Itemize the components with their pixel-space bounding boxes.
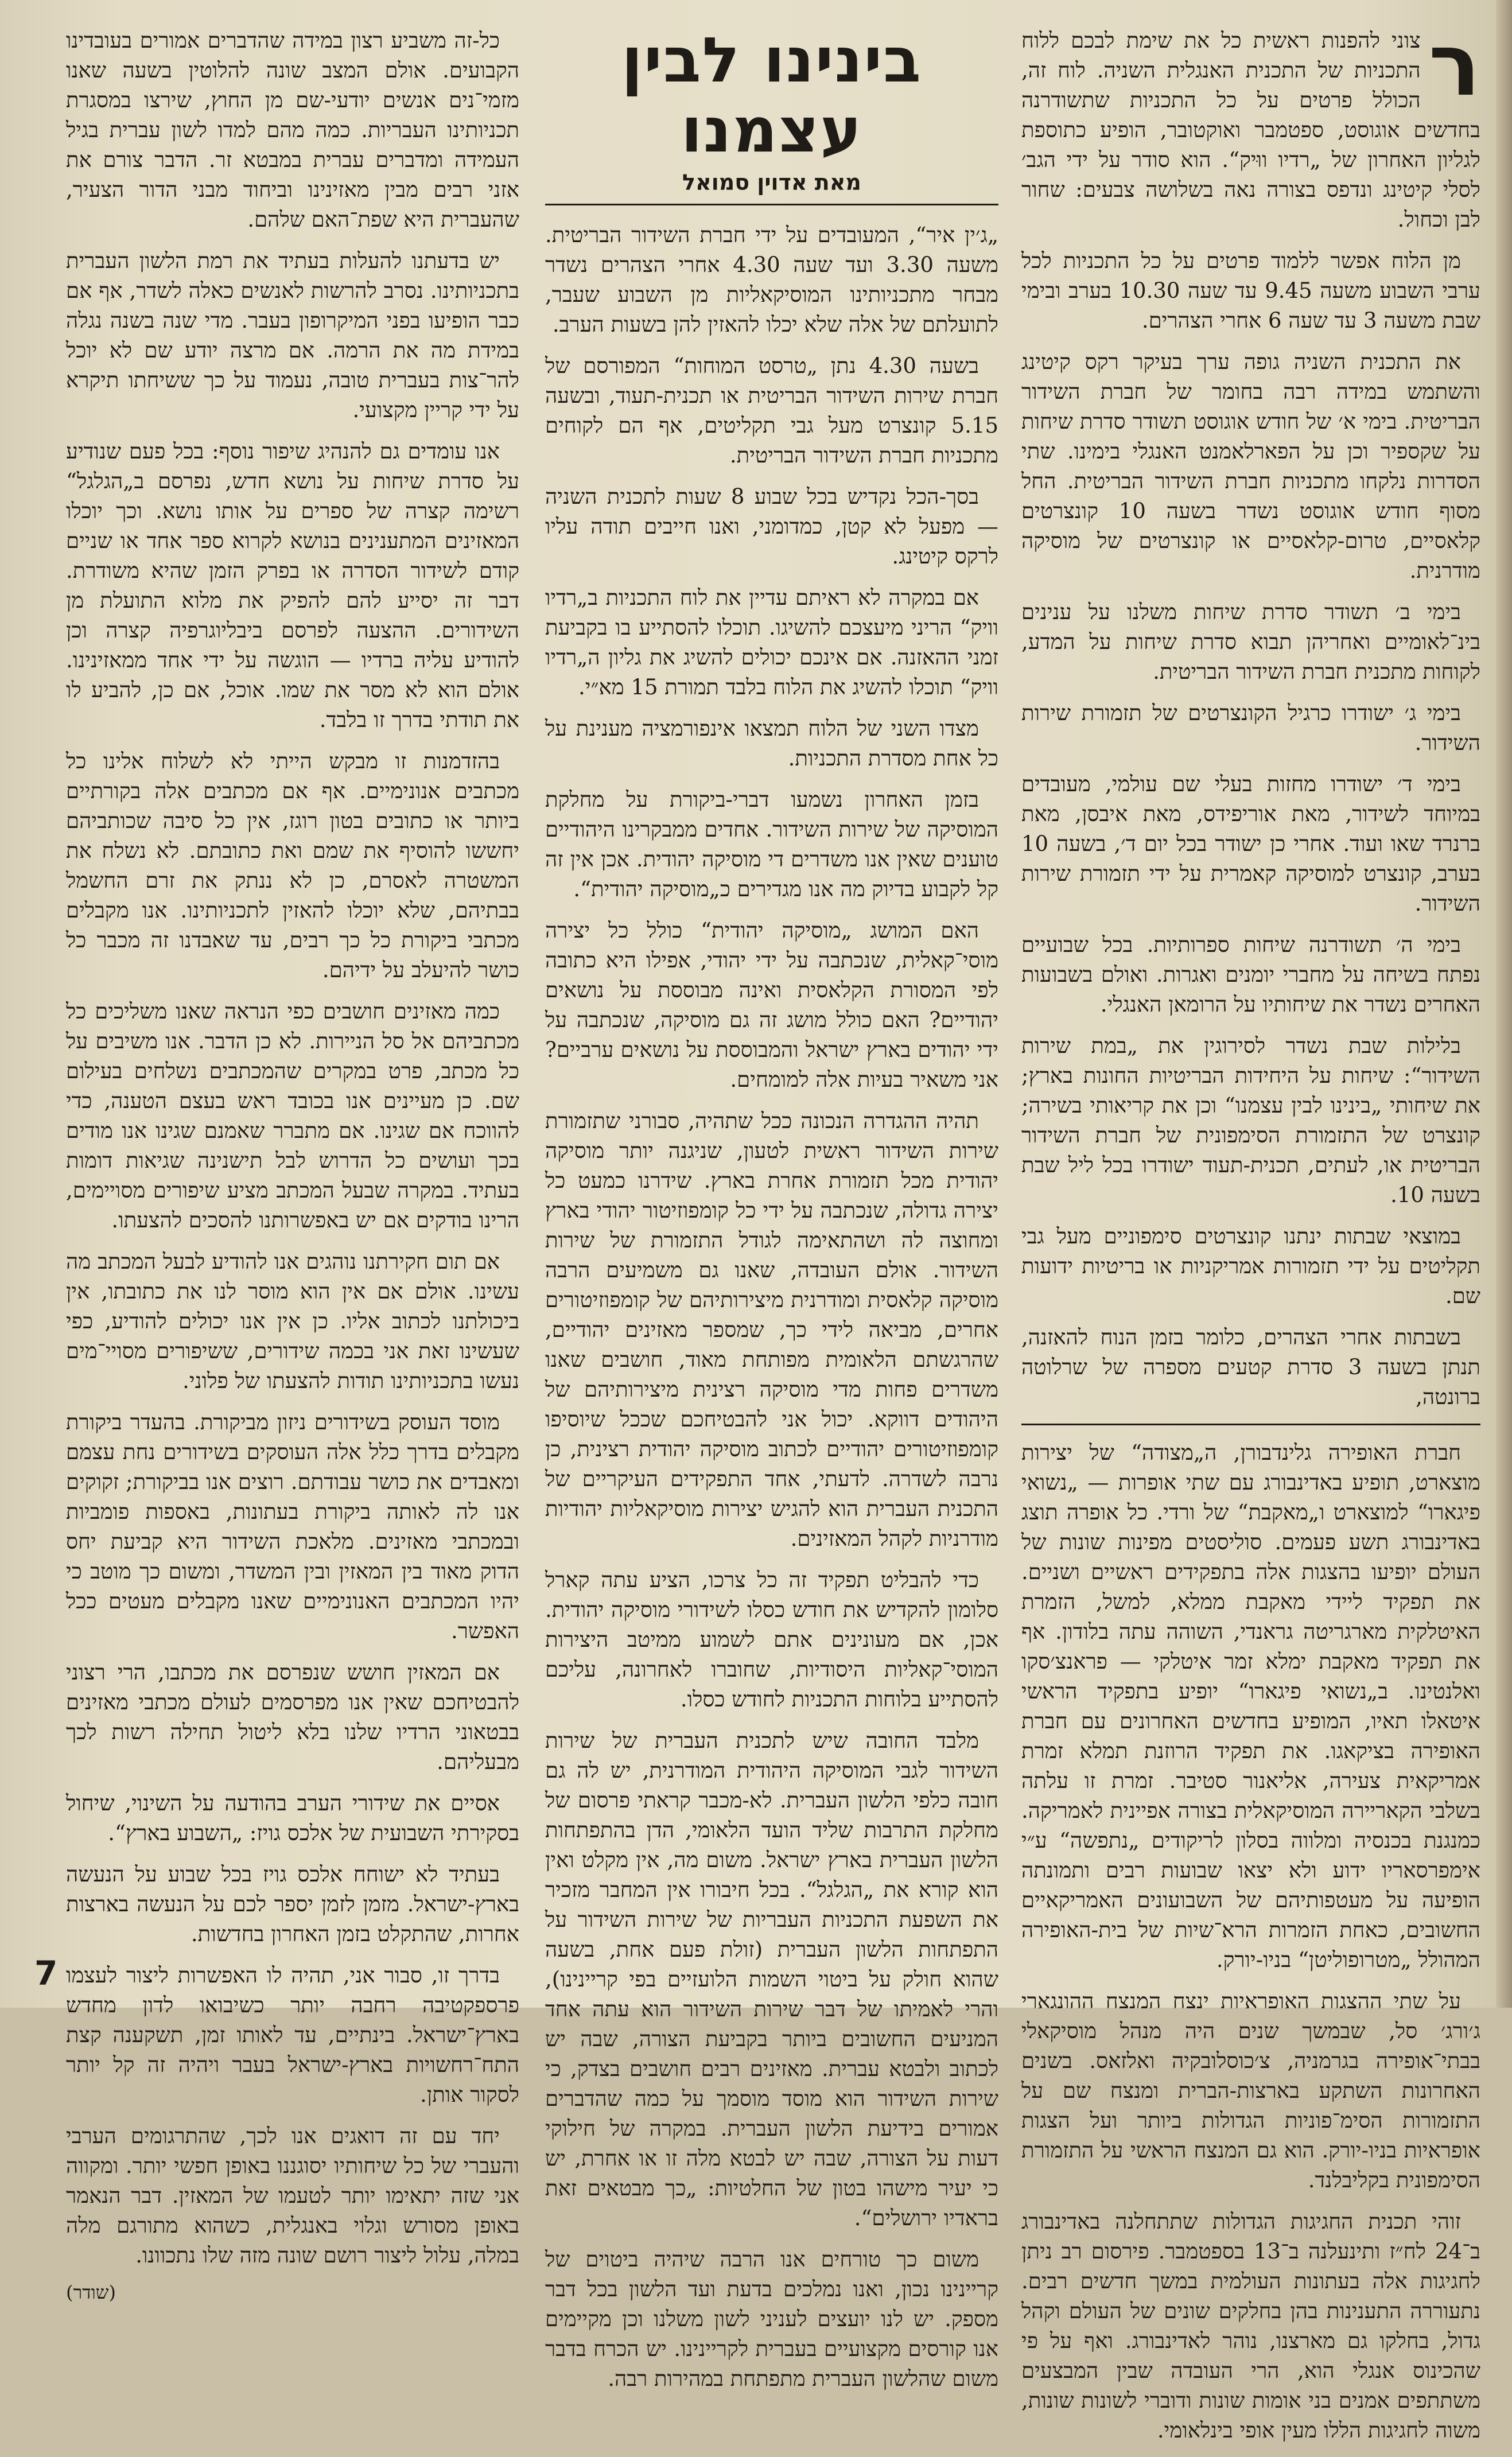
paragraph: בשבתות אחרי הצהרים, כלומר בזמן הנוח להאזנה, תנתן בשעה 3 סדרת קטעים מספרה של שרלוטה ברונטה,: [1021, 1325, 1480, 1409]
radio-programs-section: [1021, 15, 1480, 1412]
paragraph: מצדו השני של הלוח תמצאו אינפורמציה מענינת על כל אחת מסדרת התכניות.: [545, 716, 998, 771]
paragraph: כל-זה משביע רצון במידה שהדברים אמורים בעובדינו הקבועים. אולם המצב שונה להלוטין בשעה שאנו מזמי־נים אנשים יודעי-שם מן החוץ, שירצו במסגרת תכניותינו העבריות. כמה מהם למדו לשון עברית בגיל העמידה ומדברים עברית במבטא זר. הדבר צורם את אזני רבים מבין מאזינינו וביחוד מבני הדור הצעיר, שהעברית היא שפת־האם שלהם.: [66, 28, 519, 232]
paragraph: משום כך טורחים אנו הרבה שיהיה ביטוים של קריינינו נכון, ואנו נמלכים בדעת ועד הלשון בכל דבר מספק. יש לנו יועצים לעניני לשון משלנו וכן מקיימים אנו קורסים מקצועיים בעברית לקריינינו. יש הכרח בדבר משום שהלשון העברית מתפתחת במהירות רבה.: [545, 2247, 998, 2391]
paragraph: אסיים את שידורי הערב בהודעה על השינוי, שיחול בסקירתי השבועית של אלכס גויז: „השבוע בארץ“.: [66, 1791, 519, 1845]
article-body: [545, 220, 998, 2394]
paragraph: יחד עם זה דואגים אנו לכך, שהתרגומים הערבי והעברי של כל שיחותיו יסוגננו באופן חפשי יותר. ומקווה אני שזה יתאימו יותר לטעמו של המאזין. דבר הנאמר באופן מסורש וגלוי באנגלית, כשהוא מתורגם מלה במלה, עלול ליצור רושם שונה מזה שלו נתכוונו.: [66, 2124, 519, 2268]
paragraph: כמה מאזינים חושבים כפי הנראה שאנו משליכים כל מכתביהם אל סל הניירות. לא כן הדבר. אנו משיבים על כל מכתב, פרט במקרים שהמכתבים נשלחים בעילום שם. כן מעיינים אנו בכובד ראש בעצם הטענה, כדי להווכח אם שגינו. אם מתברר שאמנם שגינו אנו מודים בכך ועושים כל הדרוש לבל תישנינה שגיאות דומות בעתיד. במקרה שבעל המכתב מציע שיפורים מסויימים, הרינו בודקים אם יש באפשרותנו להסכים להצעתו.: [66, 999, 519, 1233]
paragraph: כדי להבליט תפקיד זה כל צרכו, הציע עתה קארל סלומון להקדיש את חודש כסלו לשידורי מוסיקה יהודית. אכן, אם מעונינים אתם לשמוע ממיטב היצירות המוסי־קאליות היסודיות, שחוברו לאחרונה, עליכם להסתייע בלוחות התכניות לחודש כסלו.: [545, 1568, 998, 1712]
left-column: [66, 26, 519, 2307]
article-title: בינינו לבין עצמנו: [621, 25, 923, 166]
section-divider: [1021, 1424, 1480, 1425]
broadcast-signature: (שודר): [66, 2281, 116, 2303]
paragraph: בדרך זו, סבור אני, תהיה לו האפשרות ליצור לעצמו פרספקטיבה רחבה יותר כשיבואו לדון מחדש בארץ־ישראל. בינתיים, עד לאותו זמן, תשקענה קצת התח־רחשויות בארץ-ישראל בעבר ויהיה זה קל יותר לסקור אותן.: [66, 1963, 519, 2107]
paragraph: חברת האופירה גלינדבורן, ה„מצודה“ של יצירות מוצארט, תופיע באדינבורג עם שתי אופרות — „נשואי פיגארו“ למוצארט ו„מאקבת“ של ורדי. כל אופרה תוצג באדינבורג תשע פעמים. סוליסטים מפינות שונות של העולם יופיעו בהצגות אלה בתפקידים ראשיים ושניים. את תפקיד ליידי מאקבת ממלא, למשל, הזמרת האיטלקית מארגריטה גראנדי, השוהה עתה בלודון. אף את תפקיד מאקבת ימלא זמר איטלקי — פראנצ׳סקו ואלנטינו. ב„נשואי פיגארו“ יופיע בתפקיד הראשי איטאלו תאיו, המופיע בחדשים האחרונים עם חברת האופירה בציקאגו. את תפקיד הרוזנת תמלא זמרת אמריקאית צעירה, אליאנור סטיבר. זמרת זו עלתה בשלבי הקאריירה המוסיקאלית בצורה אפיינית לאמריקה. כמנגנת בכנסיה ומלווה בסלון לריקודים „נתפשה“ ע״י אימפרסאריו ידוע ולא יצאו שבועות רבים ותמונתה הופיעה על מעטפותיהם של השבועונים האמריקאיים החשובים, כאחת הזמרות הרא־שיות של בית-האופירה המהולל „מטרופוליטן“ בניו-יורק.: [1021, 1440, 1480, 1972]
article-body-continued: [66, 26, 519, 2307]
paragraph: במוצאי שבתות ינתנו קונצרטים סימפוניים מעל גבי תקליטים על ידי תזמורות אמריקניות או בריטיות ידועות שם.: [1021, 1224, 1480, 1308]
paragraph: „ג׳ין איר“, המעובדים על ידי חברת השידור הבריטית. משעה 3.30 ועד שעה 4.30 אחרי הצהרים נשדר מבחר מתכניותינו המוסיקאליות מן השבוע שעבר, לתועלתם של אלה שלא יכלו להאזין להן בשעות הערב.: [545, 223, 998, 337]
paragraph: את התכנית השניה גופה ערך בעיקר רקס קיטינג והשתמש במידה רבה בחומר של חברת השידור הבריטית. בימי א׳ של חודש אוגוסט תשודר סדרת שיחות על שקספיר וכן על הפארלאמנט האנגלי בימינו. שתי הסדרות נלקחו מתכניות חברת השידור הבריטית. החל מסוף חודש אוגוסט נשדר בשעה 10 קונצרטים קלאסיים, טרום-קלאסיים או קונצרטים של מוסיקה מודרנית.: [1021, 349, 1480, 583]
paragraph: תהיה ההגדרה הנכונה ככל שתהיה, סבורני שתזמורת שירות השידור ראשית לטעון, שניגנה יותר מוסיקה יהודית מכל תזמורת אחרת בארץ. שידרנו כמעט כל יצירה גדולה, שנכתבה על ידי כל קומפוזיטור יהודי בארץ ומחוצה לה ושהתאימה לגודל התזמורת של שירות השידור. אולם העובדה, שאנו גם משמיעים הרבה מוסיקה קלאסית ומודרנית מיצירותיהם של קומפוזיטורים אחרים, מביאה לידי כך, שמספר מאזינים יהודיים, שהרגשתם הלאומית מפותחת מאוד, חושבים שאנו משדרים פחות מדי מוסיקה רצינית מיצירותיהם של היהודים דווקא. יכול אני להבטיחכם שככל שיוסיפו קומפוזיטורים יהודיים לכתוב מוסיקה יהודית רצינית, כן נרבה לשדרה. לדעתי, אחד התפקידים העיקריים של התכנית העברית הוא להגיש יצירות מוסיקאליות יהודיות מודרניות לקהל המאזינים.: [545, 1109, 998, 1551]
paragraph: אם המאזין חושש שנפרסם את מכתבו, הרי רצוני להבטיחכם שאין אנו מפרסמים לעולם מכתבי מאזינים בבטאוני הרדיו שלנו בלא ליטול תחילה רשות לכך מבעליהם.: [66, 1660, 519, 1774]
paragraph: האם המושג „מוסיקה יהודית“ כולל כל יצירה מוסי־קאלית, שנכתבה על ידי יהודי, אפילו היא כתובה לפי המסורת הקלאסית ואינה מבוססת על נושאים יהודיים? האם כולל מושג זה גם מוסיקה, שנכתבה על ידי יהודים בארץ ישראל והמבוססת על נושאים ערביים? אני משאיר בעיות אלה למומחים.: [545, 918, 998, 1092]
paragraph: בזמן האחרון נשמעו דברי-ביקורת על מחלקת המוסיקה של שירות השידור. אחדים ממבקרינו היהודיים טוענים שאין אנו משדרים די מוסיקה יהודית. אכן אין זה קל לקבוע בדיוק מה אנו מגדירים כ„מוסיקה יהודית“.: [545, 787, 998, 901]
paragraph: אנו עומדים גם להנהיג שיפור נוסף: בכל פעם שנודיע על סדרת שיחות על נושא חדש, נפרסם ב„הגלגל“ רשימה קצרה של ספרים על אותו נושא. וכך יוכלו המאזינים המתענינים בנושא לקרוא ספר אחד או שניים קודם לשידור הסדרה או בפרק הזמן שהיא משודרת. דבר זה יסייע להם להפיק את מלוא התועלת מן השידורים. ההצעה לפרסם ביבליוגרפיה קצרה וכן להודיע עליה ברדיו — הוגשה על ידי אחד ממאזינינו. אולם הוא לא מסר את שמו. אוכל, אם כן, להביע לו את תודתי בדרך זו בלבד.: [66, 439, 519, 732]
drop-cap: ר: [1428, 15, 1480, 115]
paragraph: בהזדמנות זו מבקש הייתי לא לשלוח אלינו כל מכתבים אנונימיים. אף אם מכתבים אלה בקורתיים ביותר או כתובים בטון רוגז, אין כל סיבה שכותביהם יחששו להוסיף את שמם ואת כתובתם. לא נשלח את המשטרה לאסרם, כן לא ננתק את זרם החשמל בבתיהם, שלא יוכלו להאזין לתכניותינו. אנו מקבלים מכתבי ביקורת כל כך רבים, עד שאבדנו זה מכבר כל כושר להיעלב על ידיהם.: [66, 749, 519, 982]
paragraph: אם תום חקירתנו נוהגים אנו להודיע לבעל המכתב מה עשינו. אולם אם אין הוא מוסר לנו את כתובתו, אין ביכולתנו לכתוב אליו. כן אין אנו יכולים להודיע, כפי שעשינו זאת אני בכמה שידורים, ששיפורים מסויי־מים נעשו בתכניותינו תודות להצעתו של פלוני.: [66, 1249, 519, 1393]
page-binding-edge: [1496, 0, 1512, 2008]
right-column: [1021, 15, 1480, 2457]
paragraph: בימי ה׳ תשודרנה שיחות ספרותיות. בכל שבועיים נפתח בשיחה על מחברי יומנים ואגרות. ואולם בשבועות האחרים נשדר את שיחותיו על הרומאן האנגלי.: [1021, 932, 1480, 1017]
paragraph: זוהי תכנית החגיגות הגדולות שתתחלנה באדינבורג ב־24 לח״ז ותינעלנה ב־13 בספטמבר. פירסום רב ניתן לחגיגות אלה בעתונות העולמית במשך חדשים רבים. נתעוררה התענינות בהן בחלקים שונים של העולם וקהל גדול, בחלקו גם מארצנו, נוהר לאדינבורג. ואף על פי שהכינוס אנגלי הוא, הרי העובדה שבין המבצעים משתתפים אמנים בני אומות שונות ודוברי לשונות שונות, משוה לחגיגות הללו מעין אופי בינלאומי.: [1021, 2209, 1480, 2443]
paragraph: בימי ג׳ ישודרו כרגיל הקונצרטים של תזמורת שירות השידור.: [1021, 701, 1480, 755]
paragraph: ר צוני להפנות ראשית כל את שימת לבכם ללוח התכניות של התכנית האנגלית השניה. לוח זה, הכולל פרטים על כל התכניות שתשודרנה בחדשים אוגוסט, ספטמבר ואוקטובר, הופיע כתוספת לגליון האחרון של „רדיו ווּיק“. הוא סודר על ידי הגב׳ לסלי קיטינג ונדפס בצורה נאה בשלושה צבעים: שחור לבן וכחול.: [1021, 15, 1480, 232]
paragraph: מוסד העוסק בשידורים ניזון מביקורת. בהעדר ביקורת מקבלים בדרך כלל אלה העוסקים בשידורים נחת עצמם ומאבדים את כושר עבודתם. רוצים אנו בביקורת; זקוקים אנו לה לאותה ביקורת בעתונות, באספות פומביות ובמכתבי מאזינים. מלאכת השידור היא קביעת יחס הדוק מאוד בין המאזין ובין המשדר, ומשום כך מוטב כי יהיו המכתבים האנונימיים שאנו מקבלים מעטים ככל האפשר.: [66, 1410, 519, 1643]
article-byline: מאת אדוין סמואל: [545, 169, 998, 205]
paragraph: מן הלוח אפשר ללמוד פרטים על כל התכניות לכל ערבי השבוע משעה 9.45 עד שעה 10.30 בערב ובימי שבת משעה 3 עד שעה 6 אחרי הצהרים.: [1021, 248, 1480, 333]
paragraph: יש בדעתנו להעלות בעתיד את רמת הלשון העברית בתכניותינו. נסרב להרשות לאנשים כאלה לשדר, אף אם כבר הופיעו בפני המיקרופון בעבר. מדי שנה בשנה נגלה במידת מה את הרמה. אם מרצה יודע שם לא יוכל להר־צות בעברית טובה, נעמוד על כך ששיחתו תיקרא על ידי קריין מקצועי.: [66, 248, 519, 422]
paragraph: בימי ד׳ ישודרו מחזות בעלי שם עולמי, מעובדים במיוחד לשידור, מאת אוריפידס, מאת איבסן, מאת ברנרד שאו ועוד. אחרי כן ישודר בכל יום ד׳, בשעה 10 בערב, קונצרט למוסיקה קאמרית על ידי תזמורת שירות השידור.: [1021, 772, 1480, 916]
paragraph: בשעה 4.30 נתן „טרסט המוחות“ המפורסם של חברת שירות השידור הבריטית או תכנית-תעוד, ובשעה 5.15 קונצרט מעל גבי תקליטים, אף הם לקוחים מתכניות חברת השידור הבריטית.: [545, 353, 998, 468]
paragraph: בלילות שבת נשדר לסירוגין את „במת שירות השידור“: שיחות על היחידות הבריטיות החונות בארץ; את שיחותי „בינינו לבין עצמנו“ וכן את קריאותי בשירה; קונצרט של התזמורת הסימפונית של חברת השידור הבריטית או, לעתים, תכנית-תעוד ישודרו בכל ליל שבת בשעה 10.: [1021, 1033, 1480, 1207]
paragraph: בסך-הכל נקדיש בכל שבוע 8 שעות לתכנית השניה — מפעל לא קטן, כמדומני, ואנו חייבים תודה עליו לרקס קיטינג.: [545, 484, 998, 569]
middle-column: [545, 26, 998, 2405]
paragraph: בעתיד לא ישוחח אלכס גויז בכל שבוע על הנעשה בארץ-ישראל. מזמן לזמן יספר לכם על הנעשה בארצות אחרות, שהתקלט בזמן האחרון בחדשות.: [66, 1862, 519, 1946]
page-number: 7: [34, 1954, 58, 1993]
paragraph: אם במקרה לא ראיתם עדיין את לוח התכניות ב„רדיו וויק“ הריני מיעצכם להשיגו. תוכלו להסתייע בו בקביעת זמני ההאזנה. אם אינכם יכולים להשיג את גליון ה„רדיו וויק“ תוכלו להשיג את הלוח בלבד תמורת 15 מא״י.: [545, 585, 998, 699]
edinburgh-opera-section: [1021, 1438, 1480, 2446]
paragraph: על שתי ההצגות האופראיות ינצח המנצח ההונגארי ג׳ורג׳ סל, שבמשך שנים היה מנהל מוסיקאלי בבתי־אופירה בגרמניה, צ׳כוסלובקיה ואלזאס. בשנים האחרונות השתקע בארצות-הברית ומנצח שם על התזמורות הסימ־פוניות הגדולות ביותר ועל הצגות אופראיות בניו-יורק. הוא גם המנצח הראשי על התזמורת הסימפונית בקליבלנד.: [1021, 1989, 1480, 2192]
paragraph: מלבד החובה שיש לתכנית העברית של שירות השידור לגבי המוסיקה היהודית המודרנית, יש לה גם חובה כלפי הלשון העברית. לא-מכבר קראתי פרסום של מחלקת התרבות שליד הועד הלאומי, הדן בהתפתחות הלשון העברית בארץ ישראל. משום מה, אין מקלט ואין הוא קורא את „הגלגל“. בכל חיבורו אין המחבר מזכיר את השפעת התכניות העבריות של שירות השידור על התפתחות הלשון העברית (זולת פעם אחת, בשעה שהוא חולק על ביטוי השמות הלועזיים בפי קריינינו), והרי לאמיתו של דבר שירות השידור הוא עתה אחד המניעים החשובים ביותר בקביעת הצורה, שבה יש לכתוב ולבטא עברית. מאזינים רבים חושבים בצדק, כי שירות השידור הוא מוסד מוסמך על כמה שהדברים אמורים בידיעת הלשון העברית. במקרה של חילוקי דעות על הצורה, שבה יש לבטא מלה זו או אחרת, יש כי יעיר מישהו בטון של החלטיות: „כך מבטאים זאת בראדיו ירושלים“.: [545, 1728, 998, 2230]
paragraph: בימי ב׳ תשודר סדרת שיחות משלנו על ענינים בינ־לאומיים ואחריהן תבוא סדרת שיחות על המדע, לקוחות מתכנית חברת השידור הבריטית.: [1021, 600, 1480, 684]
